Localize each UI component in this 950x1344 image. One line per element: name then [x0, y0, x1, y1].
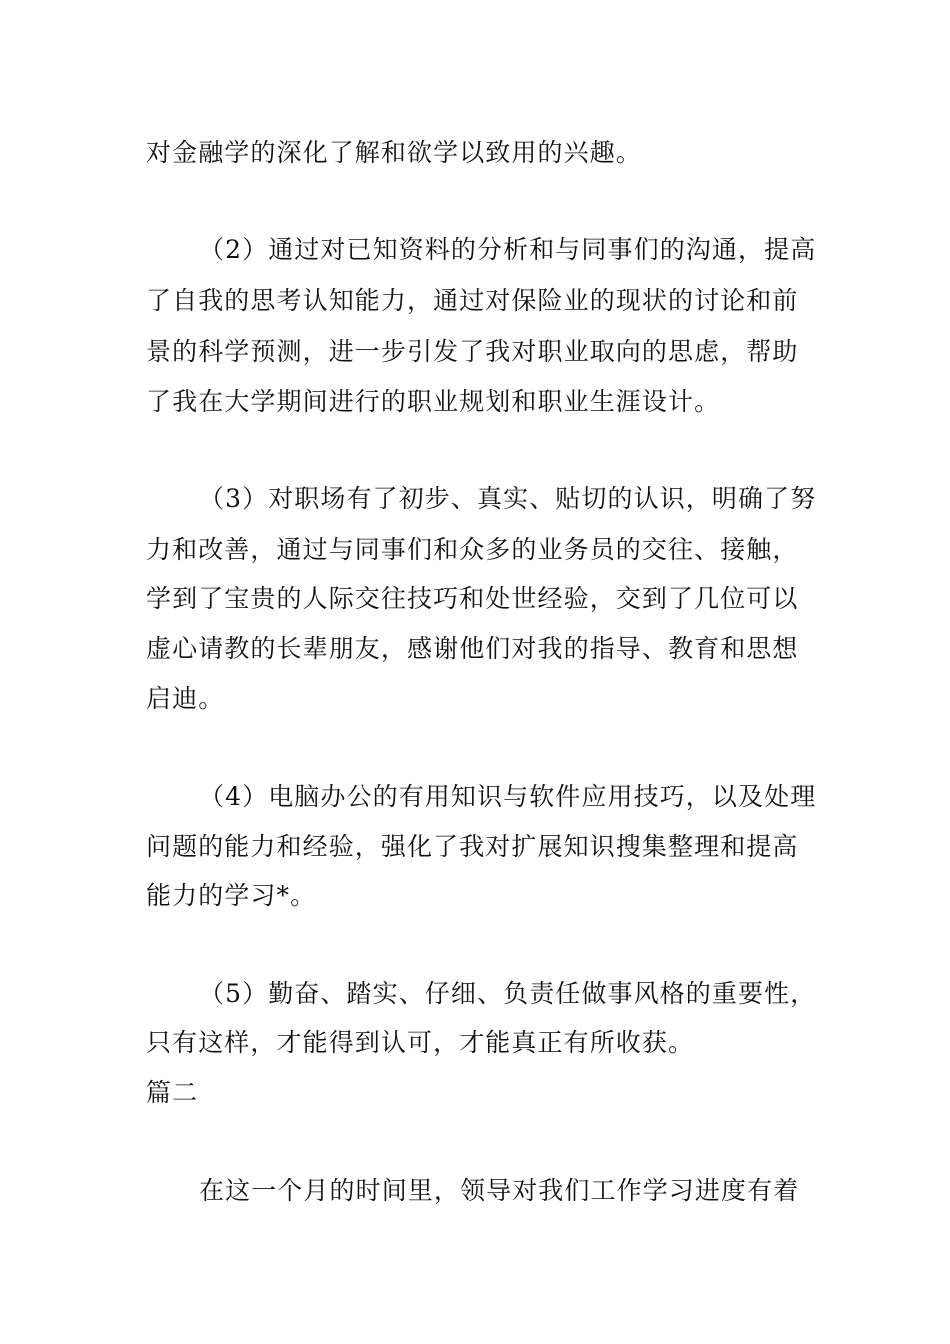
text-line: （2）通过对已知资料的分析和与同事们的沟通，提高 — [199, 235, 817, 264]
text-line: （3）对职场有了初步、真实、贴切的认识，明确了努 — [199, 484, 817, 513]
text-line: 学到了宝贵的人际交往技巧和处世经验，交到了几位可以 — [146, 584, 799, 613]
text-line: 问题的能力和经验，强化了我对扩展知识搜集整理和提高 — [146, 832, 799, 861]
text-line: 力和改善，通过与同事们和众多的业务员的交往、接触， — [146, 535, 799, 564]
text-line: （5）勤奋、踏实、仔细、负责任做事风格的重要性， — [199, 979, 817, 1008]
text-line: 了我在大学期间进行的职业规划和职业生涯设计。 — [146, 387, 721, 416]
text-line: 虚心请教的长辈朋友，感谢他们对我的指导、教育和思想 — [146, 634, 799, 663]
text-line: 在这一个月的时间里，领导对我们工作学习进度有着 — [199, 1176, 800, 1205]
text-line: （4）电脑办公的有用知识与软件应用技巧，以及处理 — [199, 782, 817, 811]
text-line: 对金融学的深化了解和欲学以致用的兴趣。 — [146, 138, 642, 167]
text-line: 景的科学预测，进一步引发了我对职业取向的思虑，帮助 — [146, 337, 799, 366]
text-line: 能力的学习*。 — [146, 881, 317, 910]
text-line: 启迪。 — [146, 684, 225, 713]
text-line: 了自我的思考认知能力，通过对保险业的现状的讨论和前 — [146, 286, 799, 315]
text-line: 只有这样，才能得到认可，才能真正有所收获。 — [146, 1028, 695, 1057]
section-heading: 篇二 — [146, 1078, 199, 1107]
